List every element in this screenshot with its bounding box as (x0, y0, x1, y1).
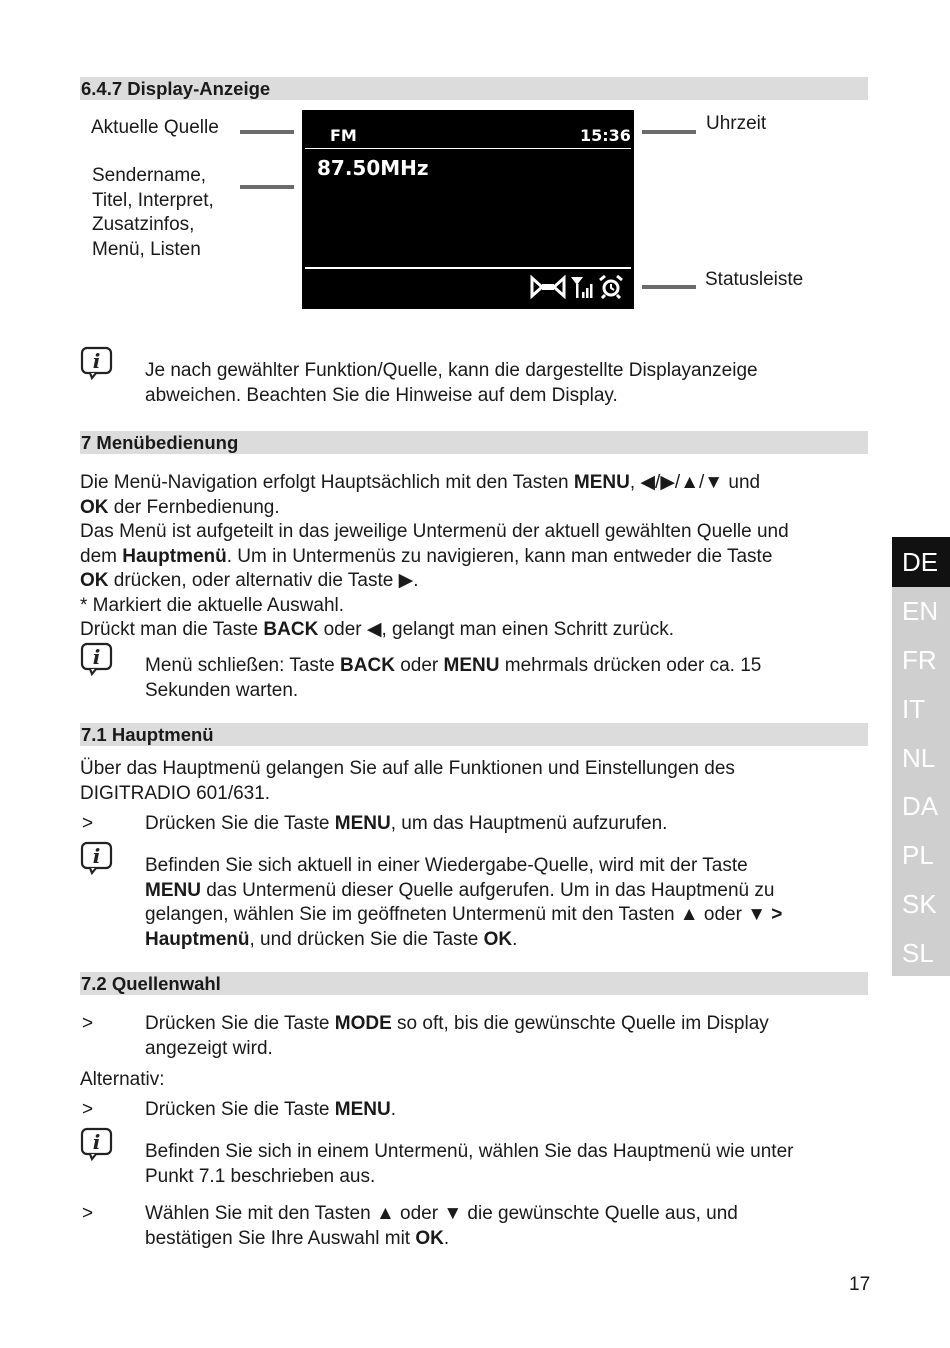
language-tab-it[interactable]: IT (902, 694, 926, 724)
display-frequency: 87.50MHz (317, 156, 429, 180)
paragraph-menu-navigation: Die Menü-Navigation erfolgt Hauptsächlich mit den Tasten MENU, ◀/▶/▲/▼ und OK der Fernbedienung. (80, 472, 761, 518)
section-heading-display: 6.4.7 Display-Anzeige (80, 77, 868, 100)
bullet-marker: > (82, 813, 94, 834)
radio-display (302, 110, 634, 309)
paragraph-alternative: Alternativ: (80, 1069, 165, 1090)
note-close-menu: Menü schließen: Taste BACK oder MENU mehrmals drücken oder ca. 15 Sekunden warten. (145, 655, 762, 701)
info-icon (80, 346, 114, 380)
alarm-icon (598, 275, 624, 299)
display-time: 15:36 (580, 126, 631, 145)
label-clock: Uhrzeit (706, 113, 767, 134)
info-icon (80, 841, 114, 875)
paragraph-selection-mark: * Markiert die aktuelle Auswahl. (80, 595, 345, 616)
paragraph-main-menu-intro: Über das Hauptmenü gelangen Sie auf alle Funktionen und Einstellungen des DIGITRADIO 601/631. (80, 758, 735, 804)
language-tab-da[interactable]: DA (902, 791, 939, 821)
pointer-line-clock (642, 130, 696, 134)
language-tab-fr[interactable]: FR (902, 645, 937, 675)
note-display-variation: Je nach gewählter Funktion/Quelle, kann die dargestellte Displayanzeige abweichen. Beachten Sie die Hinweise auf dem Display. (145, 360, 758, 406)
language-tab-en[interactable]: EN (902, 596, 939, 626)
speaker-icon (530, 275, 566, 299)
pointer-line-source (240, 130, 294, 134)
pointer-line-station (240, 185, 294, 189)
bullet-press-mode: Drücken Sie die Taste MODE so oft, bis die gewünschte Quelle im Display angezeigt wird. (145, 1013, 769, 1059)
bullet-marker: > (82, 1203, 94, 1224)
bullet-marker: > (82, 1013, 94, 1034)
svg-text:i: i (92, 645, 101, 669)
section-heading-source-select: 7.2 Quellenwahl (80, 972, 868, 995)
info-icon (80, 1127, 114, 1161)
display-divider-bottom (305, 267, 631, 269)
svg-text:i: i (92, 844, 101, 868)
display-source: FM (330, 126, 357, 145)
label-status-bar: Statusleiste (705, 269, 804, 290)
language-tab-sk[interactable]: SK (902, 889, 937, 919)
language-tab-de[interactable]: DE (892, 537, 950, 587)
info-icon (80, 642, 114, 676)
language-tab-nl[interactable]: NL (902, 743, 936, 773)
bullet-choose-source: Wählen Sie mit den Tasten ▲ oder ▼ die gewünschte Quelle aus, und bestätigen Sie Ihre Auswahl mit OK. (145, 1203, 738, 1249)
language-tab-sl[interactable]: SL (902, 938, 934, 968)
bullet-open-main-menu: Drücken Sie die Taste MENU, um das Hauptmenü aufzurufen. (145, 813, 668, 834)
bullet-marker: > (82, 1099, 94, 1120)
page-number: 17 (849, 1274, 871, 1295)
section-heading-menu: 7 Menübedienung (80, 431, 868, 454)
svg-text:i: i (92, 349, 101, 373)
paragraph-back: Drückt man die Taste BACK oder ◀, gelangt man einen Schritt zurück. (80, 619, 675, 640)
pointer-line-status (642, 285, 696, 289)
display-divider-top (305, 148, 631, 149)
note-submenu-select: Befinden Sie sich in einem Untermenü, wählen Sie das Hauptmenü wie unter Punkt 7.1 beschrieben aus. (145, 1141, 794, 1187)
label-current-source: Aktuelle Quelle (91, 117, 219, 138)
svg-text:i: i (92, 1130, 101, 1154)
label-station-info: Sendername, Titel, Interpret, Zusatzinfos, Menü, Listen (92, 165, 214, 260)
note-submenu-main-menu: Befinden Sie sich aktuell in einer Wiedergabe-Quelle, wird mit der Taste MENU das Untermenü dieser Quelle aufgerufen. Um in das Hauptmenü zu gelangen, wählen Sie im geöffneten Untermenü mit den Tasten ▲ oder ▼ > Hauptmenü, und drücken Sie die Taste OK. (145, 855, 783, 950)
section-heading-main-menu: 7.1 Hauptmenü (80, 723, 868, 746)
signal-icon (570, 275, 594, 299)
bullet-press-menu: Drücken Sie die Taste MENU. (145, 1099, 396, 1120)
paragraph-menu-structure: Das Menü ist aufgeteilt in das jeweilige Untermenü der aktuell gewählten Quelle und dem Hauptmenü. Um in Untermenüs zu navigieren, kann man entweder die Taste OK drücken, oder alternativ die Taste ▶. (80, 521, 789, 591)
language-tab-pl[interactable]: PL (902, 840, 934, 870)
